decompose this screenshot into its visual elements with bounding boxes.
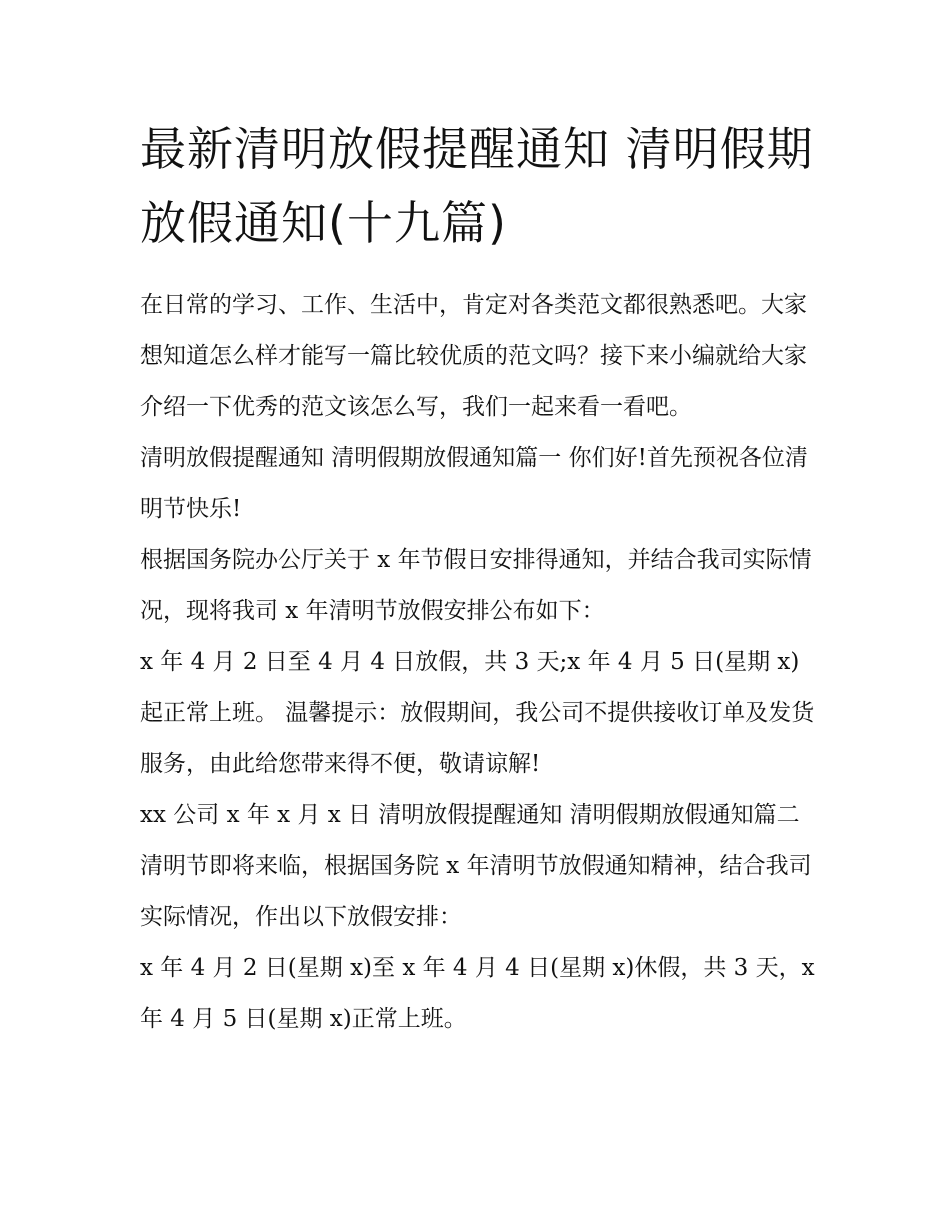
- paragraph-schedule: x 年 4 月 2 日至 4 月 4 日放假，共 3 天;x 年 4 月 5 日(星期 x)起正常上班。 温馨提示：放假期间，我公司不提供接收订单及发货服务，由此给您带来得不便，敬请谅解!: [140, 649, 815, 777]
- paragraph-notice-two: xx 公司 x 年 x 月 x 日 清明放假提醒通知 清明假期放假通知篇二 清明节即将来临，根据国务院 x 年清明节放假通知精神，结合我司实际情况，作出以下放假安排：: [140, 802, 812, 930]
- paragraph-notice-one: 清明放假提醒通知 清明假期放假通知篇一 你们好!首先预祝各位清明节快乐!: [140, 445, 808, 522]
- paragraph-holiday-dates: x 年 4 月 2 日(星期 x)至 x 年 4 月 4 日(星期 x)休假，共 3 天，x 年 4 月 5 日(星期 x)正常上班。: [140, 955, 815, 1032]
- paragraph-basis: 根据国务院办公厅关于 x 年节假日安排得通知，并结合我司实际情况，现将我司 x 年清明节放假安排公布如下：: [140, 547, 812, 624]
- document-page: [140, 112, 820, 1045]
- paragraph-intro: 在日常的学习、工作、生活中，肯定对各类范文都很熟悉吧。大家想知道怎么样才能写一篇比较优质的范文吗？接下来小编就给大家介绍一下优秀的范文该怎么写，我们一起来看一看吧。: [140, 292, 807, 420]
- document-title: 最新清明放假提醒通知 清明假期放假通知(十九篇): [140, 122, 814, 250]
